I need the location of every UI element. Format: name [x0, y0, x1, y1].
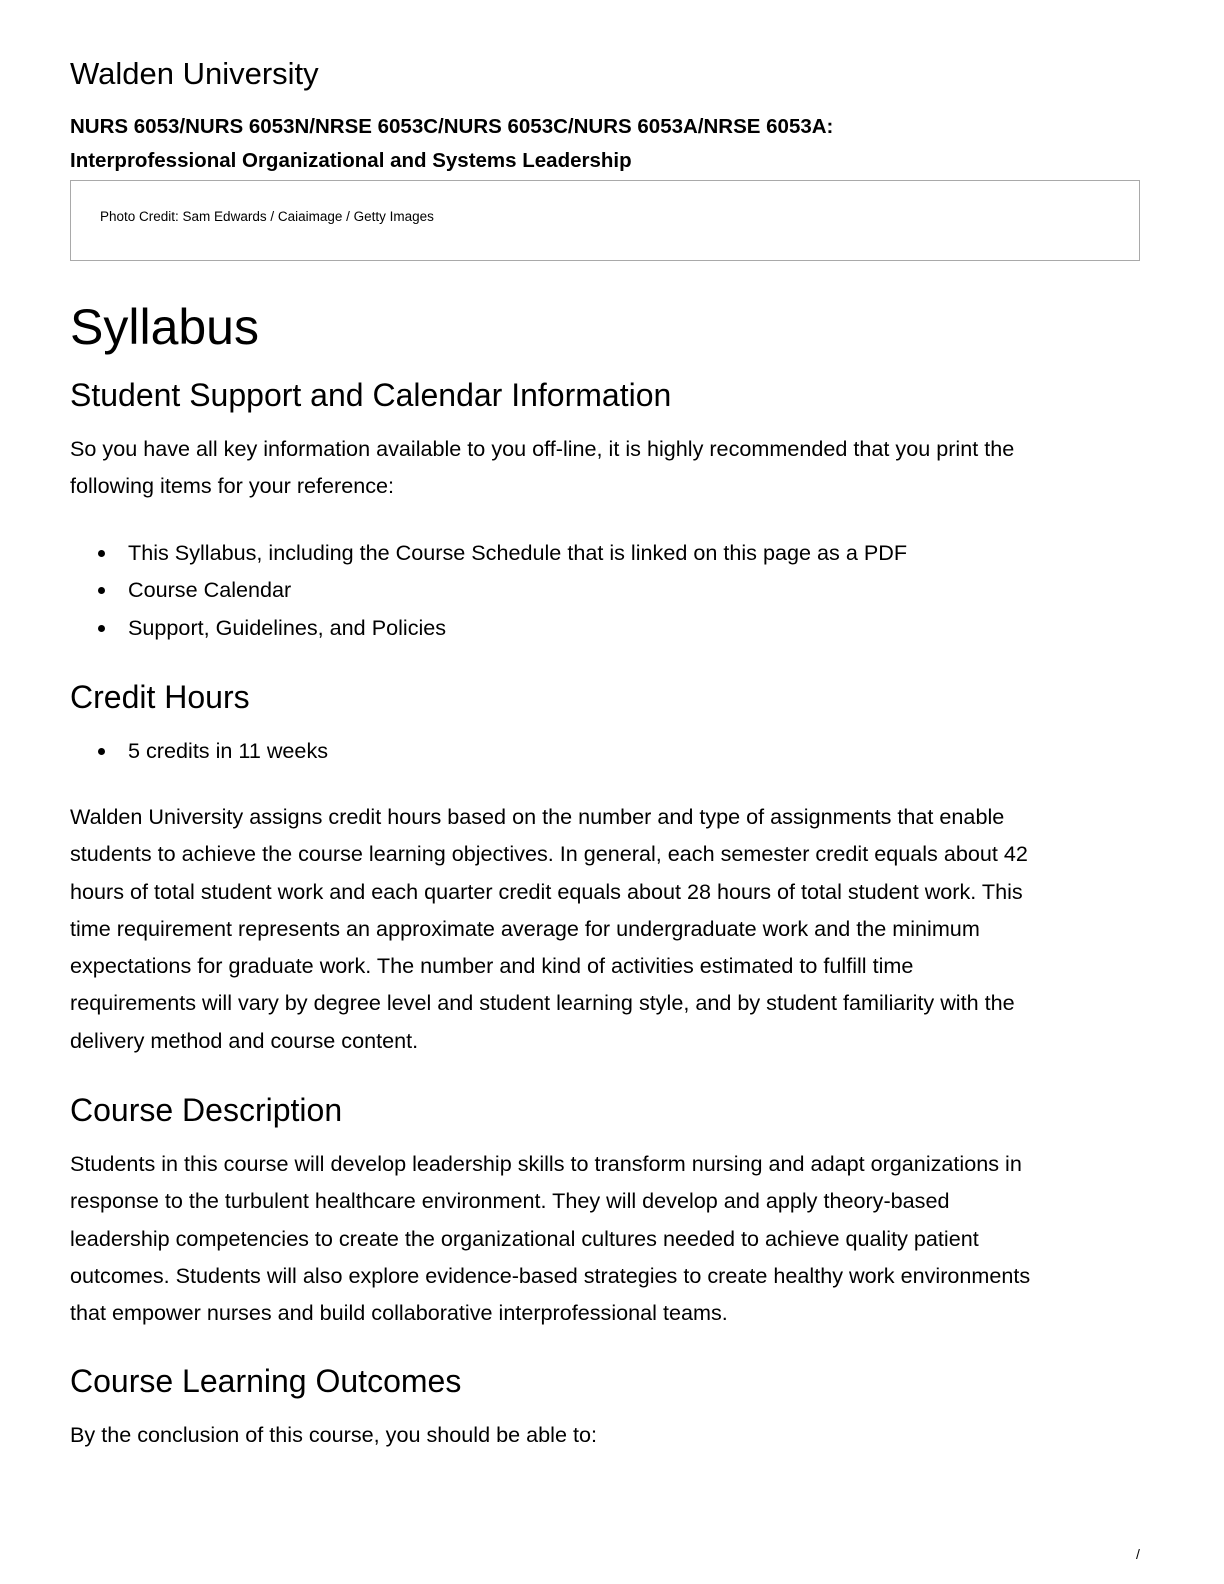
bullet-icon — [98, 625, 105, 632]
page-title: Syllabus — [70, 299, 259, 355]
learning-outcomes-intro: By the conclusion of this course, you should be able to: — [70, 1422, 597, 1447]
list-item: Support, Guidelines, and Policies — [70, 609, 907, 646]
list-item: 5 credits in 11 weeks — [70, 732, 328, 769]
bullet-icon — [98, 748, 105, 755]
support-intro-line1: So you have all key information available to you off-line, it is highly recommended that you print the — [70, 436, 1015, 461]
list-item: This Syllabus, including the Course Schedule that is linked on this page as a PDF — [70, 534, 907, 571]
bullet-icon — [98, 550, 105, 557]
support-intro — [70, 430, 1142, 505]
print-items-list — [70, 534, 907, 646]
course-description-text: Students in this course will develop leadership skills to transform nursing and adapt organizations in response to the turbulent healthcare environment. They will develop and apply theory-based leadership competencies to create the organizational cultures needed to achieve quality patient outcomes. Students will also explore evidence-based strategies to create healthy work environments that empower nurses and build collaborative interprofessional teams. — [70, 1151, 1031, 1326]
credit-hours-text: Walden University assigns credit hours based on the number and type of assignments that enable students to achieve the course learning objectives. In general, each semester credit equals about 42 hours of total student work and each quarter credit equals about 28 hours of total student work. This time requirement represents an approximate average for undergraduate work and the minimum expectations for graduate work. The number and kind of activities estimated to fulfill time requirements will vary by degree level and student learning style, and by student familiarity with the delivery method and course content. — [70, 804, 1028, 1053]
learning-outcomes-heading: Course Learning Outcomes — [70, 1363, 462, 1399]
course-code: NURS 6053/NURS 6053N/NRSE 6053C/NURS 6053C/NURS 6053A/NRSE 6053A: — [70, 115, 834, 138]
course-title: Interprofessional Organizational and Systems Leadership — [70, 149, 632, 172]
page-marker: / — [1136, 1546, 1140, 1562]
photo-credit: Photo Credit: Sam Edwards / Caiaimage / Getty Images — [100, 209, 434, 224]
list-item: Course Calendar — [70, 571, 907, 608]
support-heading: Student Support and Calendar Information — [70, 377, 672, 413]
course-description-heading: Course Description — [70, 1092, 343, 1128]
banner-image-frame — [70, 180, 1140, 261]
credit-hours-list — [70, 732, 328, 769]
support-intro-line2: following items for your reference: — [70, 473, 395, 499]
university-name: Walden University — [70, 56, 319, 91]
bullet-icon — [98, 587, 105, 594]
credit-hours-heading: Credit Hours — [70, 679, 250, 715]
